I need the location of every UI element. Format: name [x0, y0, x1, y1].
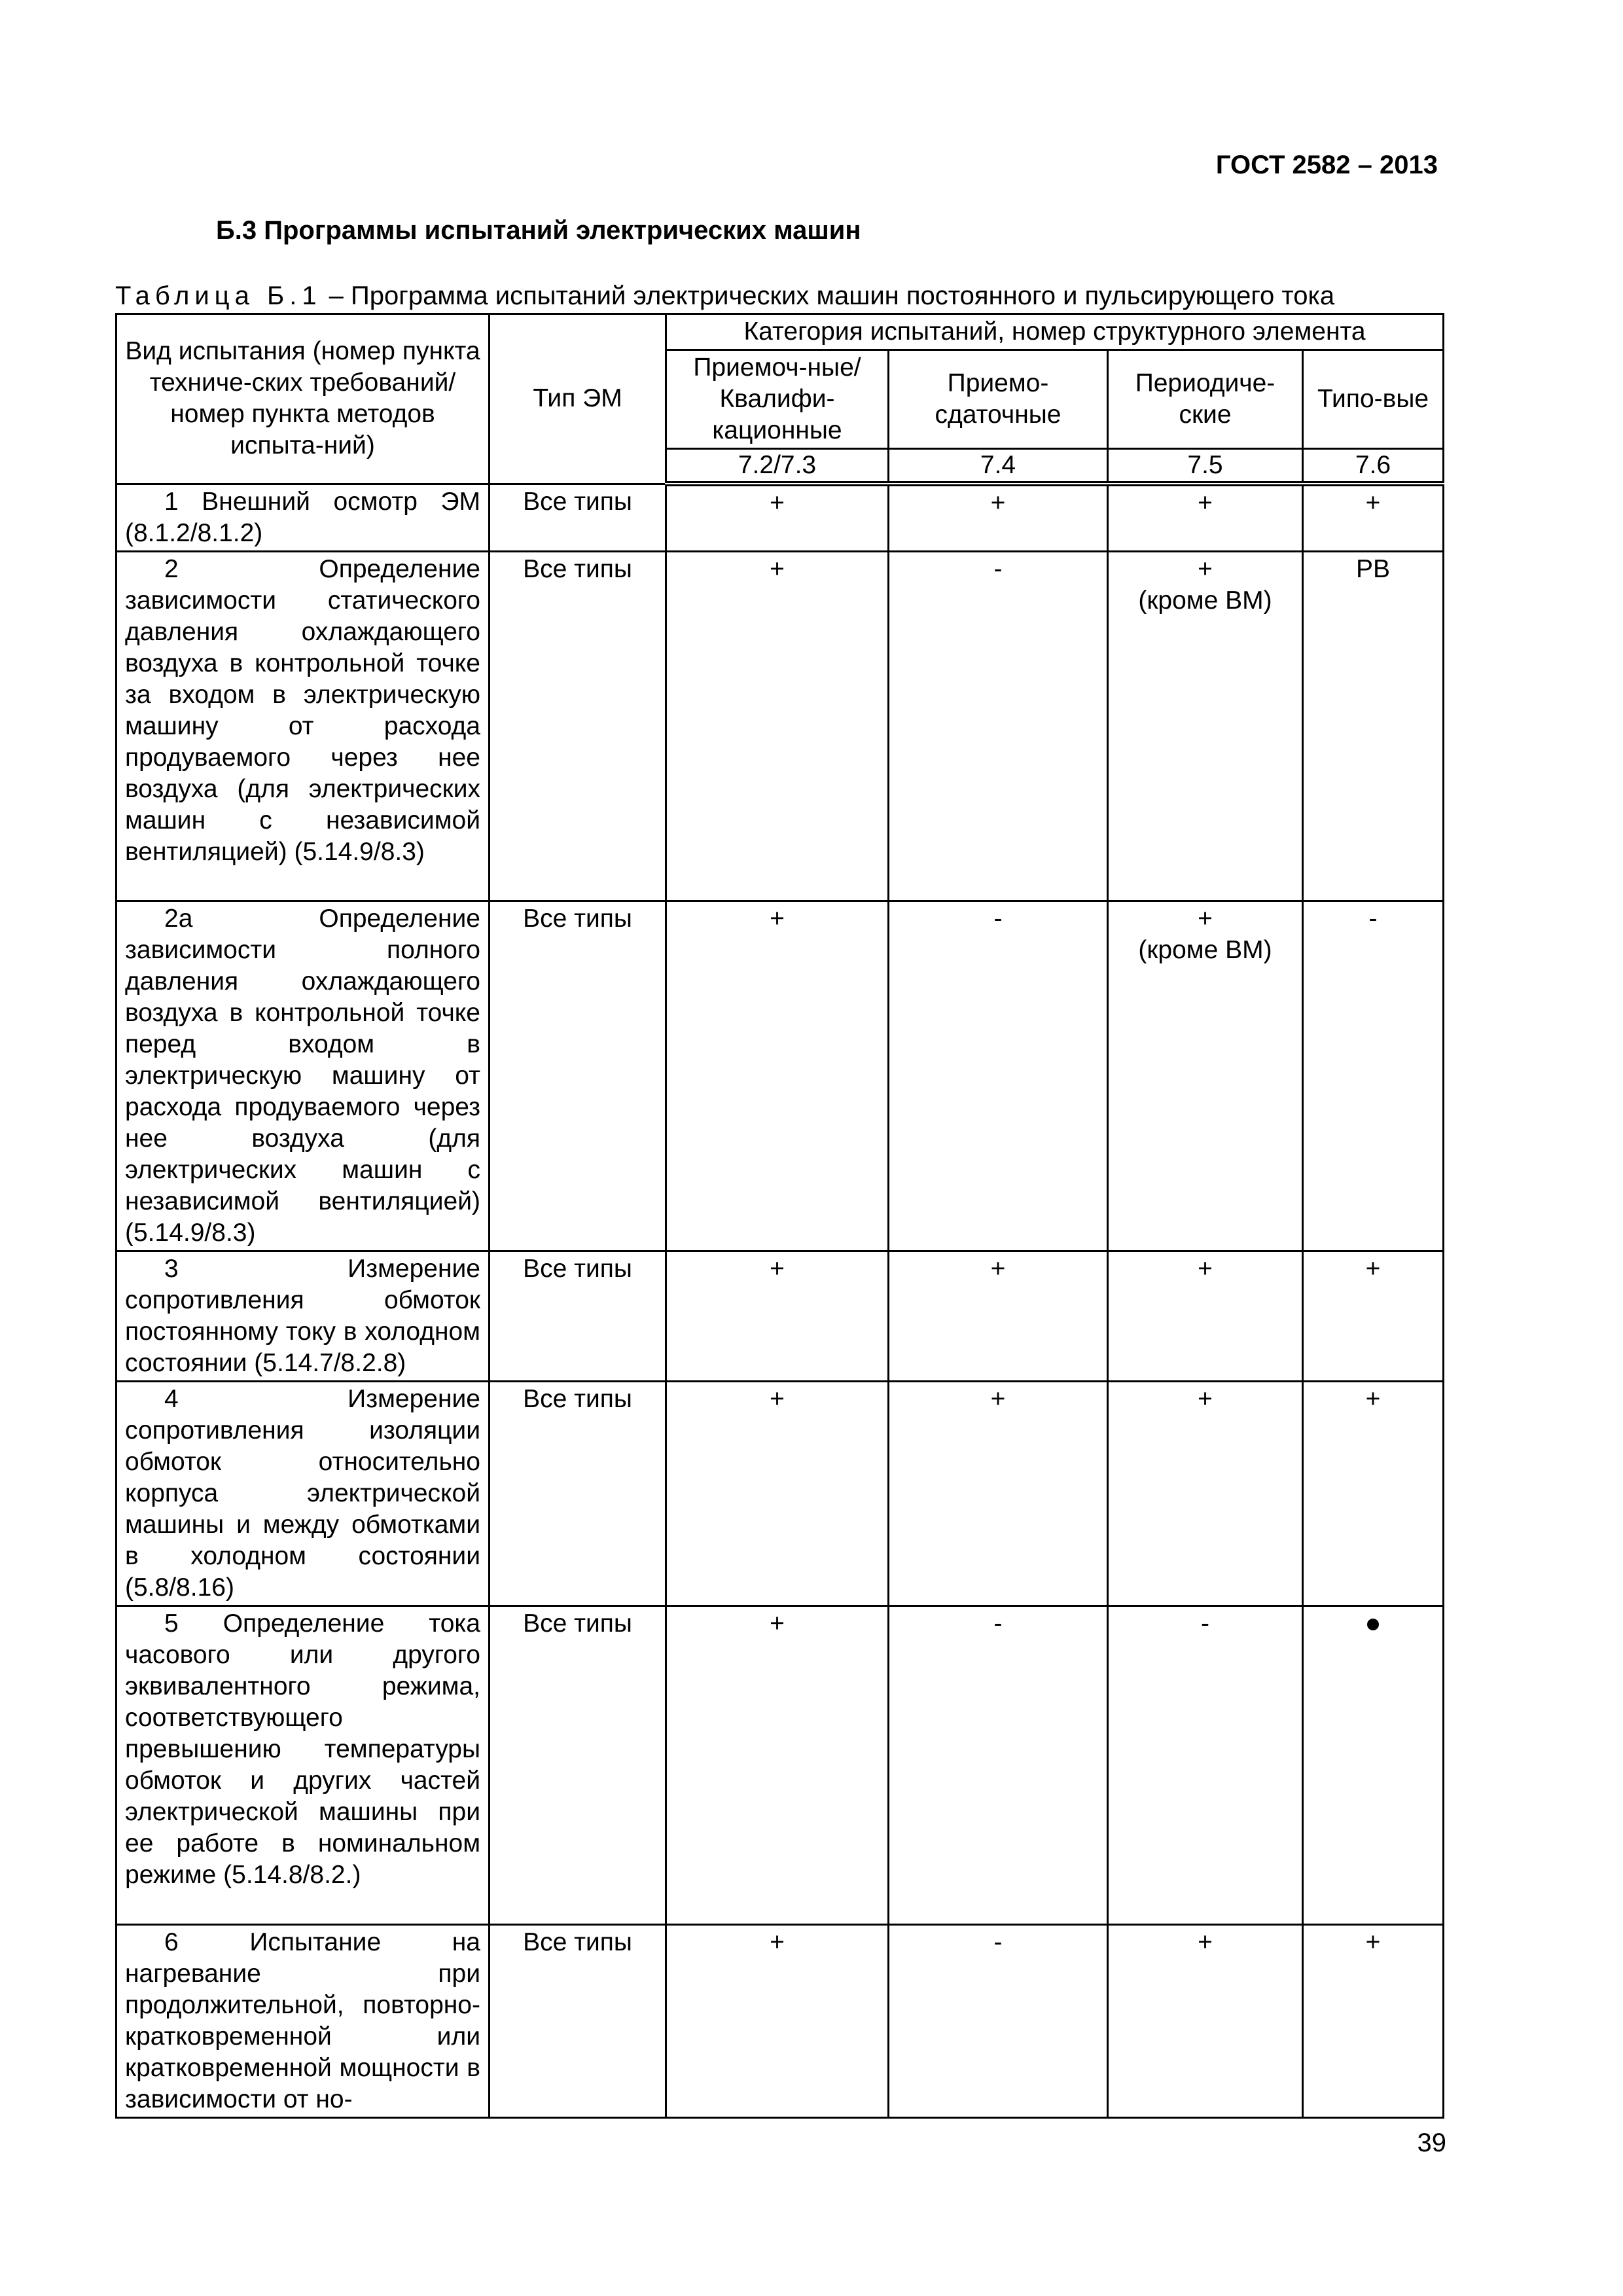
mark-cat-4: + [1303, 1381, 1444, 1605]
test-name: 2а Определение зависимости полного давления охлаждающего воздуха в контрольной точке перед входом в электрическую машину от расхода продуваемого через нее воздуха (для электрических машин с независимой вентиляцией) (5.14.9/8.3) [116, 901, 490, 1251]
header-cat-acceptance-qualification: Приемоч-ные/Квалифи-кационные [666, 350, 889, 449]
header-num-1: 7.2/7.3 [666, 449, 889, 484]
machine-type: Все типы [490, 1605, 666, 1924]
table-caption [115, 281, 1334, 311]
machine-type: Все типы [490, 1381, 666, 1605]
mark-cat-2: + [889, 1381, 1108, 1605]
mark-cat-2: - [889, 901, 1108, 1251]
test-name: 3 Измерение сопротивления обмоток постоянному току в холодном состоянии (5.14.7/8.2.8) [116, 1251, 490, 1381]
test-program-table [115, 313, 1444, 2119]
mark-cat-4 [1303, 1605, 1444, 1924]
header-cat-periodic: Периодиче-ские [1108, 350, 1303, 449]
mark-cat-1: + [666, 551, 889, 901]
header-num-3: 7.5 [1108, 449, 1303, 484]
mark-cat-2: + [889, 484, 1108, 551]
mark-cat-4: + [1303, 1924, 1444, 2117]
mark-value: + [1198, 554, 1213, 583]
header-cat-acceptance-delivery: Приемо-сдаточные [889, 350, 1108, 449]
filled-circle-icon [1367, 1619, 1379, 1630]
header-category: Категория испытаний, номер структурного элемента [666, 314, 1444, 350]
table-row [116, 1924, 1444, 2117]
mark-cat-3 [1108, 551, 1303, 901]
mark-cat-3: + [1108, 1381, 1303, 1605]
header-num-2: 7.4 [889, 449, 1108, 484]
mark-cat-3: - [1108, 1605, 1303, 1924]
mark-note: (кроме ВМ) [1138, 586, 1272, 615]
mark-cat-4: + [1303, 1251, 1444, 1381]
machine-type: Все типы [490, 484, 666, 551]
mark-cat-1: + [666, 1251, 889, 1381]
standard-header: ГОСТ 2582 – 2013 [1215, 151, 1438, 179]
mark-cat-1: + [666, 1924, 889, 2117]
table-row [116, 1605, 1444, 1924]
mark-cat-1: + [666, 1605, 889, 1924]
table-row [116, 901, 1444, 1251]
mark-cat-3: + [1108, 1251, 1303, 1381]
mark-cat-2: - [889, 1605, 1108, 1924]
mark-cat-1: + [666, 484, 889, 551]
table-caption-prefix: Таблица Б.1 [115, 281, 322, 310]
machine-type: Все типы [490, 1251, 666, 1381]
header-cat-type: Типо-вые [1303, 350, 1444, 449]
table-row [116, 551, 1444, 901]
mark-value: + [1198, 904, 1213, 933]
table-row [116, 484, 1444, 551]
table-row [116, 1251, 1444, 1381]
mark-cat-1: + [666, 901, 889, 1251]
mark-cat-1: + [666, 1381, 889, 1605]
mark-cat-4: - [1303, 901, 1444, 1251]
header-test-type: Вид испытания (номер пункта техниче-ских требований/номер пункта методов испыта-ний) [116, 314, 490, 484]
mark-cat-3: + [1108, 1924, 1303, 2117]
mark-cat-3: + [1108, 484, 1303, 551]
mark-cat-2: + [889, 1251, 1108, 1381]
header-num-4: 7.6 [1303, 449, 1444, 484]
test-name: 1 Внешний осмотр ЭМ (8.1.2/8.1.2) [116, 484, 490, 551]
machine-type: Все типы [490, 901, 666, 1251]
page-number: 39 [1417, 2128, 1446, 2157]
section-title: Б.3 Программы испытаний электрических машин [216, 216, 861, 245]
table-caption-text: – Программа испытаний электрических машин постоянного и пульсирующего тока [321, 281, 1335, 310]
mark-cat-4: РВ [1303, 551, 1444, 901]
mark-cat-4: + [1303, 484, 1444, 551]
table-row [116, 1381, 1444, 1605]
mark-cat-3 [1108, 901, 1303, 1251]
mark-note: (кроме ВМ) [1138, 935, 1272, 964]
header-machine-type: Тип ЭМ [490, 314, 666, 484]
test-name: 4 Измерение сопротивления изоляции обмоток относительно корпуса электрической машины и между обмотками в холодном состоянии (5.8/8.16) [116, 1381, 490, 1605]
test-name: 6 Испытание на нагревание при продолжительной, повторно-кратковременной или кратковременной мощности в зависимости от но- [116, 1924, 490, 2117]
machine-type: Все типы [490, 551, 666, 901]
test-name: 5 Определение тока часового или другого эквивалентного режима, соответствующего превышению температуры обмоток и других частей электрической машины при ее работе в номинальном режиме (5.14.8/8.2.) [116, 1605, 490, 1924]
machine-type: Все типы [490, 1924, 666, 2117]
mark-cat-2: - [889, 551, 1108, 901]
test-name: 2 Определение зависимости статического давления охлаждающего воздуха в контрольной точке за входом в электрическую машину от расхода продуваемого через нее воздуха (для электрических машин с независимой вентиляцией) (5.14.9/8.3) [116, 551, 490, 901]
mark-cat-2: - [889, 1924, 1108, 2117]
